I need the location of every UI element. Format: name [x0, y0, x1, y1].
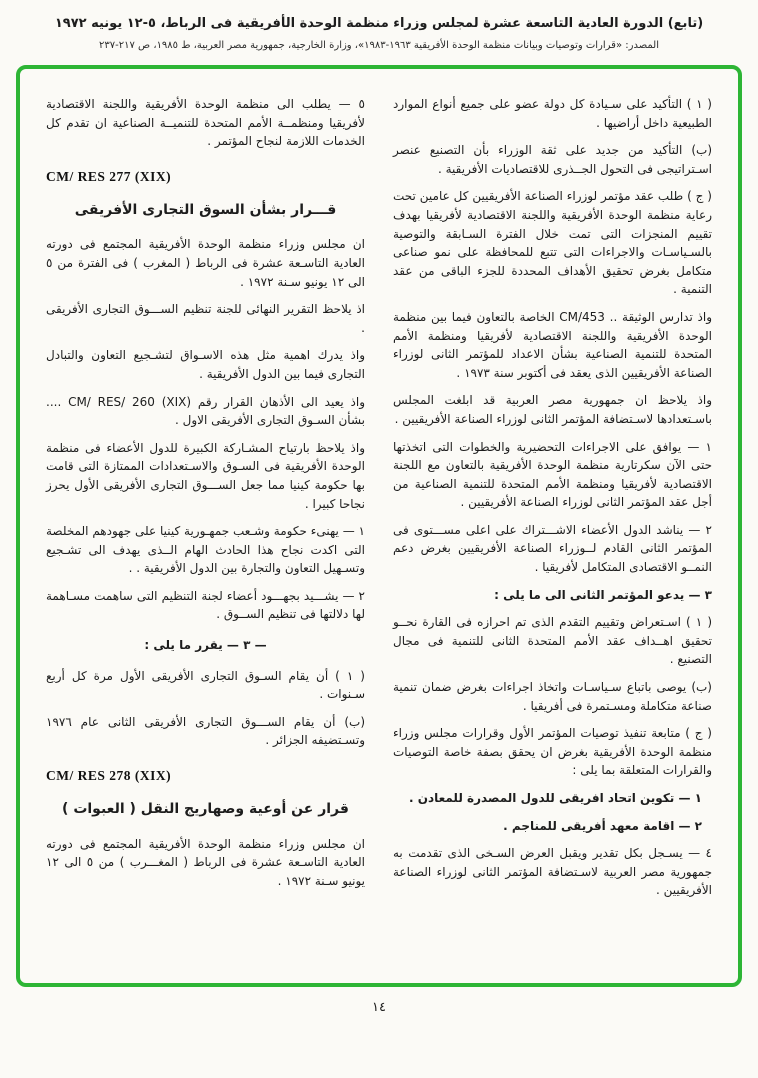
paragraph: (ب) التأكيد من جديد على ثقة الوزراء بأن التصنيع عنصر اسـتراتيجى فى التحول الجــذرى للاقتصاديات الأفريقية .: [393, 143, 712, 176]
resolution-title: قـــرار بشأن السوق التجارى الأفريقى: [74, 201, 337, 218]
paragraph: ٣ — يدعو المؤتمر الثانى الى ما يلى :: [494, 587, 712, 602]
paragraph: ١ — تكوين اتحاد افريقى للدول المصدرة للمعادن .: [408, 791, 702, 805]
source-line: المصدر: «قرارات وتوصيات وبيانات منظمة الوحدة الأفريقية ١٩٦٣-١٩٨٣»، وزارة الخارجية، جمهورية مصر العربية، ط ١٩٨٥، ص ٢١٧-٢٣٧: [99, 40, 659, 51]
paragraph: ٤ — يسـجل بكل تقدير ويقبل العرض السـخى الذى تقدمت به جمهورية مصر العربية لاسـتضافة المؤتمر الثانى لوزراء الصناعة الأفريقيين .: [393, 846, 712, 898]
paragraph: ١ — يوافق على الاجراءات التحضيرية والخطوات التى اتخذتها حتى الآن سكرتارية منظمة الوحدة الأفريقية بالتعاون مع اللجنة الاقتصادية لأفريقيا ومنظمة الأمم المتحدة للتنمية الصناعية من أجل عقد المؤتمر الثانى لوزراء الصناعة الأفريقيين .: [393, 439, 712, 510]
column-right: [393, 95, 712, 965]
paragraph: (ب) يوصى باتباع سـياسـات واتخاذ اجراءات بغرض ضمان تنمية صناعة متكاملة ومسـتمرة فى أفريقيا .: [393, 680, 712, 713]
two-column-layout: [46, 95, 712, 965]
resolution-title: قرار عن أوعية وصهاريج النقل ( العبوات ): [62, 800, 349, 817]
paragraph: ١ — يهنىء حكومة وشـعب جمهـورية كينيا على جهودهم المخلصة التى اكدت نجاح هذا الحادث الهام الــذى يهدف الى تشـجيع وتسـهيل التعاون والتجارة بين الدول الأفريقية . .: [46, 524, 365, 576]
paragraph: ( ج ) متابعة تنفيذ توصيات المؤتمر الأول وقرارات مجلس وزراء منظمة الوحدة الأفريقية بغرض ان يحقق بصفة خاصة التوصيات والقرارات المتعلقة بما يلى :: [393, 726, 712, 778]
paragraph: واذ يدرك اهمية مثل هذه الاسـواق لتشـجيع التعاون والتبادل التجارى فيما بين الدول الأفريقية .: [46, 348, 365, 381]
paragraph: واذ يلاحظ بارتياح المشـاركة الكبيرة للدول الأعضاء فى منظمة الوحدة الأفريقية فى السـوق والاسـتعدادات الممتازة التى قامت بها حكومة كينيا مما جعل الســـوق التجارى الأفريقى الأول يحرز نجاحا كبيرا .: [46, 440, 365, 511]
paragraph: واذ يعيد الى الأذهان القرار رقم CM/ RES/ 260 (XIX) .... بشأن السـوق التجارى الأفريقى الاول .: [46, 394, 366, 428]
paragraph: ( ١ ) اسـتعراض وتقييم التقدم الذى تم احرازه فى القارة نحــو تحقيق اهــداف عقد الأمم المتحدة الثانى للتنمية فى مجال التصنيع .: [393, 615, 712, 667]
paragraph: ( ج ) طلب عقد مؤتمر لوزراء الصناعة الأفريقيين كل عامين تحت رعاية منظمة الوحدة الأفريقية واللجنة الاقتصادية لأفريقيا بهدف تقييم المنجزات التى تمت خلال الفترة السـابقة والتوصية بالسـياسـات والاجراءات التى تتبع للمحافظة على نمو صناعى متكامل بغرض تحقيق الأهداف المحددة للجزء الباقى من عقد التنمية .: [393, 189, 712, 297]
paragraph: ( ١ ) التأكيد على سـيادة كل دولة عضو على جميع أنواع الموارد الطبيعية داخل أراضيها .: [393, 97, 712, 130]
resolution-reference: CM/ RES 278 (XIX): [46, 768, 172, 784]
page-number: ١٤: [372, 1000, 386, 1015]
paragraph: — ٣ — يقرر ما يلى :: [144, 638, 267, 653]
paragraph: واذ يلاحظ ان جمهورية مصر العربية قد ابلغت المجلس باسـتعدادها لاسـتضافة المؤتمر الثانى لوزراء الصناعة الأفريقيين .: [393, 393, 712, 426]
paragraph: (ب) أن يقام الســـوق التجارى الأفريقى الثانى عام ١٩٧٦ وتسـتضيفه الجزائر .: [46, 714, 365, 748]
paragraph: ان مجلس وزراء منظمة الوحدة الأفريقية المجتمع فى دورته العادية التاسـعة عشرة فى الرباط ( المغـــرب ) من ٥ الى ١٢ يونيو سـنة ١٩٧٢ .: [46, 836, 365, 888]
column-left: [46, 95, 365, 965]
paragraph: ٢ — يشـــيد بجهـــود أعضاء لجنة التنظيم التى ساهمت مسـاهمة لها دلالتها فى تنظيم الســوق .: [46, 588, 365, 622]
page-title: (تابع) الدورة العادية التاسعة عشرة لمجلس وزراء منظمة الوحدة الأفريقية فى الرباط، ٥-١٢ يونيه ١٩٧٢: [54, 16, 704, 31]
page-header: [0, 0, 758, 51]
paragraph: اذ يلاحظ التقرير النهائى للجنة تنظيم الســـوق التجارى الأفريقى .: [46, 302, 365, 335]
paragraph: ٢ — اقامة معهد أفريقى للمناجم .: [503, 818, 702, 833]
paragraph: واذ تدارس الوثيقة .. CM/453 الخاصة بالتعاون فيما بين منظمة الوحدة الأفريقية واللجنة الاقتصادية لأفريقيا ومنظمة الأمم المتحدة للتنمية الصناعية بشأن الاعداد للمؤتمر الثانى لوزراء الصناعة الأفريقيين الذى يعقد فى أكتوبر سنة ١٩٧٣ .: [393, 309, 712, 380]
page-footer: [0, 1000, 758, 1015]
content-frame: [16, 65, 742, 987]
paragraph: ( ١ ) أن يقام السـوق التجارى الأفريقى الأول مرة كل أربع سـنوات .: [46, 668, 365, 702]
paragraph: ٢ — يناشد الدول الأعضاء الاشـــتراك على اعلى مســـتوى فى المؤتمر الثانى القادم لــوزراء الصناعة الأفريقيين بغرض دعم النمــو الاقتصادى المتكامل لأفريقيا .: [393, 522, 712, 575]
resolution-reference: CM/ RES 277 (XIX): [46, 168, 172, 184]
paragraph: ان مجلس وزراء منظمة الوحدة الأفريقية المجتمع فى دورته العادية التاسـعة عشرة فى الرباط ( المغرب ) فى الفترة من ٥ الى ١٢ يونيو سـنة ١٩٧٢ .: [46, 237, 365, 289]
paragraph: ٥ — يطلب الى منظمة الوحدة الأفريقية واللجنة الاقتصادية لأفريقيا ومنظمــة الأمم المتحدة للتنميــة الصناعية ان تقدم كل الخدمات اللازمة لنجاح المؤتمر .: [46, 97, 365, 149]
